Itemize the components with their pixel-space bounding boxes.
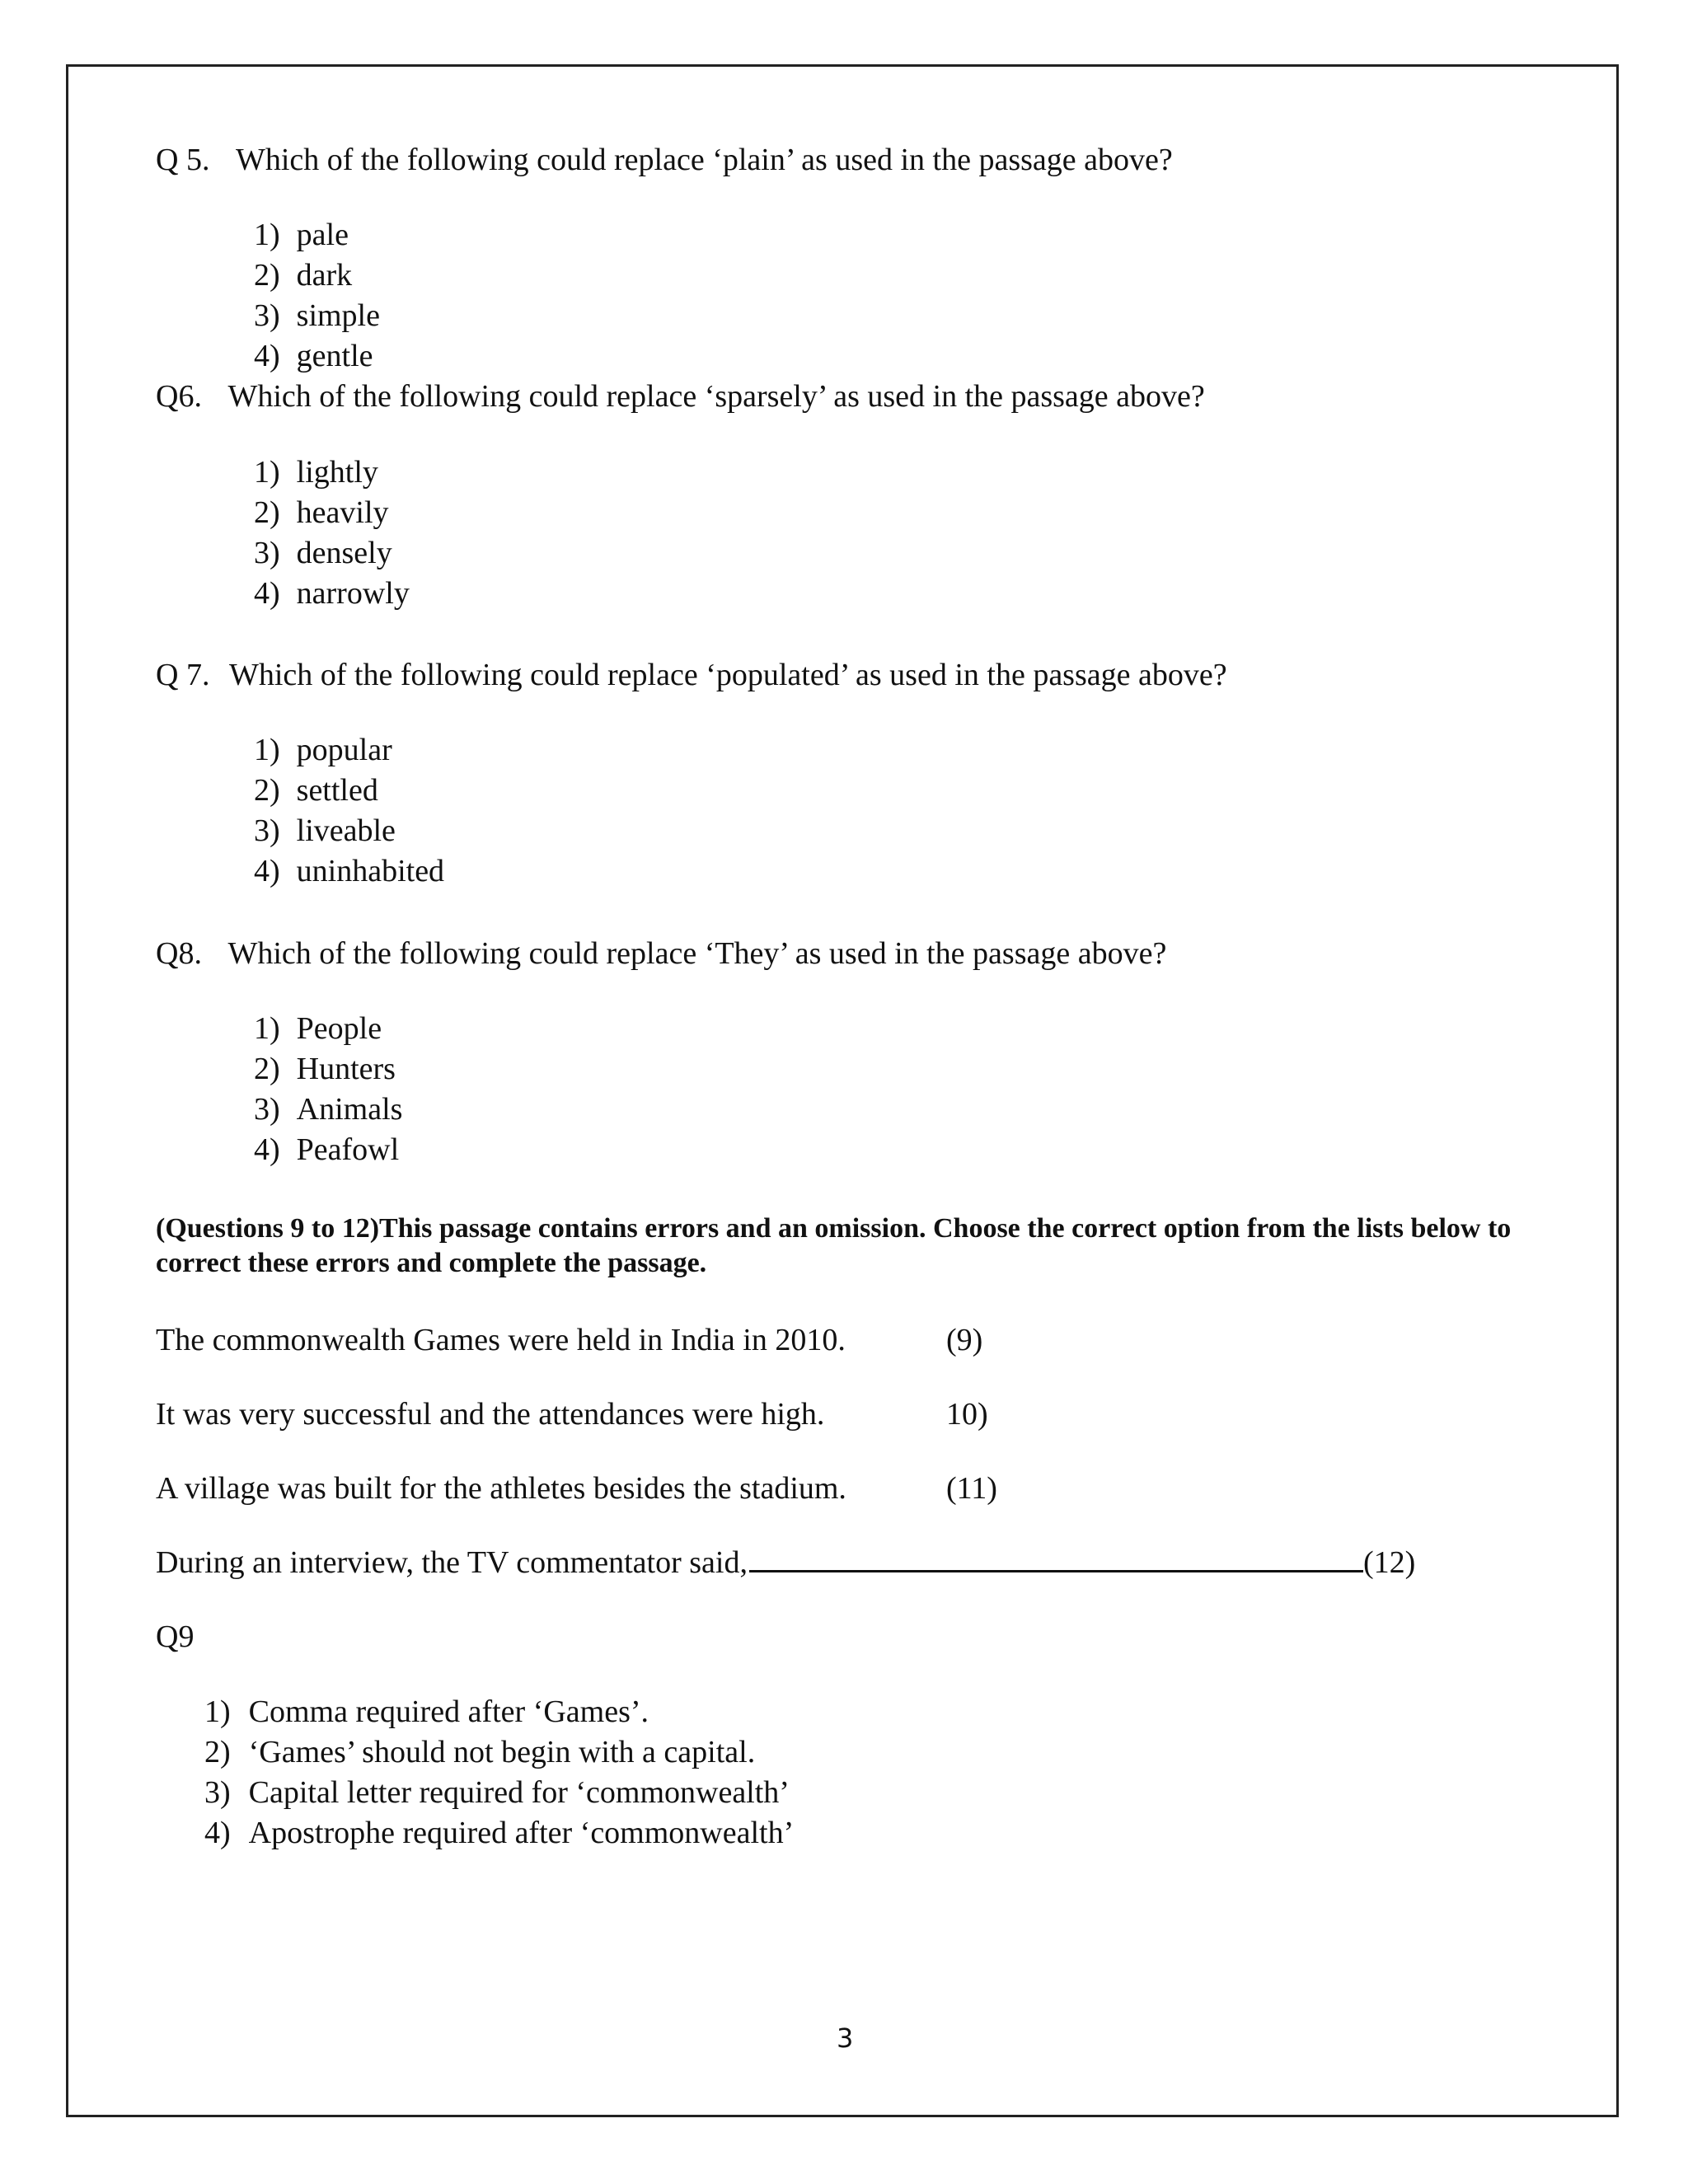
option-text: Apostrophe required after ‘commonwealth’ xyxy=(248,1816,795,1850)
q7-option-1 xyxy=(254,732,392,768)
option-text: dark xyxy=(296,258,353,293)
question-label: Q6. xyxy=(156,379,202,414)
passage-text: The commonwealth Games were held in India in 2010. xyxy=(156,1323,846,1357)
question-8 xyxy=(156,935,1166,972)
q5-option-2 xyxy=(254,257,352,293)
passage-ref-12: (12) xyxy=(1362,1545,1416,1580)
option-text: Animals xyxy=(296,1092,403,1127)
q6-option-1 xyxy=(254,454,378,490)
question-7 xyxy=(156,657,1227,693)
passage-ref-10: 10) xyxy=(946,1397,988,1432)
option-number: 1) xyxy=(204,1694,231,1729)
page-number: 3 xyxy=(837,2022,854,2054)
q7-option-2 xyxy=(254,772,378,808)
option-text: pale xyxy=(296,218,349,252)
passage-line-9 xyxy=(156,1322,846,1358)
q6-option-3 xyxy=(254,535,392,571)
option-number: 2) xyxy=(204,1735,231,1769)
option-text: People xyxy=(296,1011,382,1046)
passage-line-11 xyxy=(156,1470,846,1507)
q7-option-4 xyxy=(254,853,444,889)
q8-option-2 xyxy=(254,1051,396,1087)
option-text: narrowly xyxy=(296,576,410,611)
question-text: Which of the following could replace ‘plain’ as used in the passage above? xyxy=(235,143,1173,177)
q9-option-1 xyxy=(204,1694,649,1730)
passage-line-10 xyxy=(156,1396,824,1432)
option-text: uninhabited xyxy=(296,854,445,888)
option-number: 4) xyxy=(204,1816,231,1850)
q5-option-3 xyxy=(254,298,380,334)
q9-option-3 xyxy=(204,1774,790,1811)
option-number: 1) xyxy=(254,733,280,767)
option-text: Hunters xyxy=(296,1052,396,1086)
passage-text: It was very successful and the attendances were high. xyxy=(156,1397,825,1432)
option-text: settled xyxy=(296,773,378,808)
option-text: Comma required after ‘Games’. xyxy=(248,1694,649,1729)
option-text: popular xyxy=(296,733,392,767)
q6-option-4 xyxy=(254,575,410,612)
question-6 xyxy=(156,378,1205,415)
passage-ref-11: (11) xyxy=(946,1471,997,1506)
question-label: Q8. xyxy=(156,936,202,971)
option-number: 3) xyxy=(254,813,280,848)
option-number: 4) xyxy=(254,1132,280,1167)
option-number: 1) xyxy=(254,1011,280,1046)
q8-option-1 xyxy=(254,1010,382,1047)
option-text: simple xyxy=(296,298,380,333)
option-number: 3) xyxy=(204,1775,231,1810)
section-instructions: (Questions 9 to 12)This passage contains errors and an omission. Choose the correct option from the lists below to correct these errors and complete the passage. xyxy=(156,1213,1512,1278)
option-number: 2) xyxy=(254,258,280,293)
passage-text: During an interview, the TV commentator said, xyxy=(156,1545,748,1580)
question-text: Which of the following could replace ‘populated’ as used in the passage above? xyxy=(228,658,1227,692)
q8-option-4 xyxy=(254,1132,399,1168)
q5-option-4 xyxy=(254,338,373,374)
option-number: 4) xyxy=(254,854,280,888)
option-text: gentle xyxy=(296,339,373,373)
answer-blank xyxy=(749,1545,1363,1572)
option-number: 3) xyxy=(254,1092,280,1127)
option-text: ‘Games’ should not begin with a capital. xyxy=(248,1735,756,1769)
option-text: Peafowl xyxy=(296,1132,400,1167)
option-number: 3) xyxy=(254,298,280,333)
q9-option-4 xyxy=(204,1815,794,1851)
q8-option-3 xyxy=(254,1091,402,1127)
passage-ref-9: (9) xyxy=(946,1323,983,1357)
option-text: Capital letter required for ‘commonwealth’ xyxy=(248,1775,790,1810)
option-number: 4) xyxy=(254,339,280,373)
option-number: 2) xyxy=(254,495,280,530)
option-number: 1) xyxy=(254,218,280,252)
option-number: 4) xyxy=(254,576,280,611)
passage-line-12 xyxy=(156,1544,1415,1581)
passage-text: A village was built for the athletes besides the stadium. xyxy=(156,1471,846,1506)
option-text: lightly xyxy=(296,455,378,490)
option-number: 2) xyxy=(254,773,280,808)
option-text: heavily xyxy=(296,495,389,530)
q9-option-2 xyxy=(204,1734,755,1770)
option-number: 2) xyxy=(254,1052,280,1086)
q5-option-1 xyxy=(254,217,349,253)
q6-option-2 xyxy=(254,494,389,531)
question-text: Which of the following could replace ‘They’ as used in the passage above? xyxy=(227,936,1167,971)
option-number: 3) xyxy=(254,536,280,570)
question-9: Q9 xyxy=(156,1619,195,1654)
option-text: densely xyxy=(296,536,392,570)
q7-option-3 xyxy=(254,813,396,849)
option-number: 1) xyxy=(254,455,280,490)
question-5 xyxy=(156,142,1173,178)
question-label: Q 5. xyxy=(156,143,210,177)
option-text: liveable xyxy=(296,813,396,848)
question-text: Which of the following could replace ‘sparsely’ as used in the passage above? xyxy=(227,379,1205,414)
question-label: Q 7. xyxy=(156,658,210,692)
